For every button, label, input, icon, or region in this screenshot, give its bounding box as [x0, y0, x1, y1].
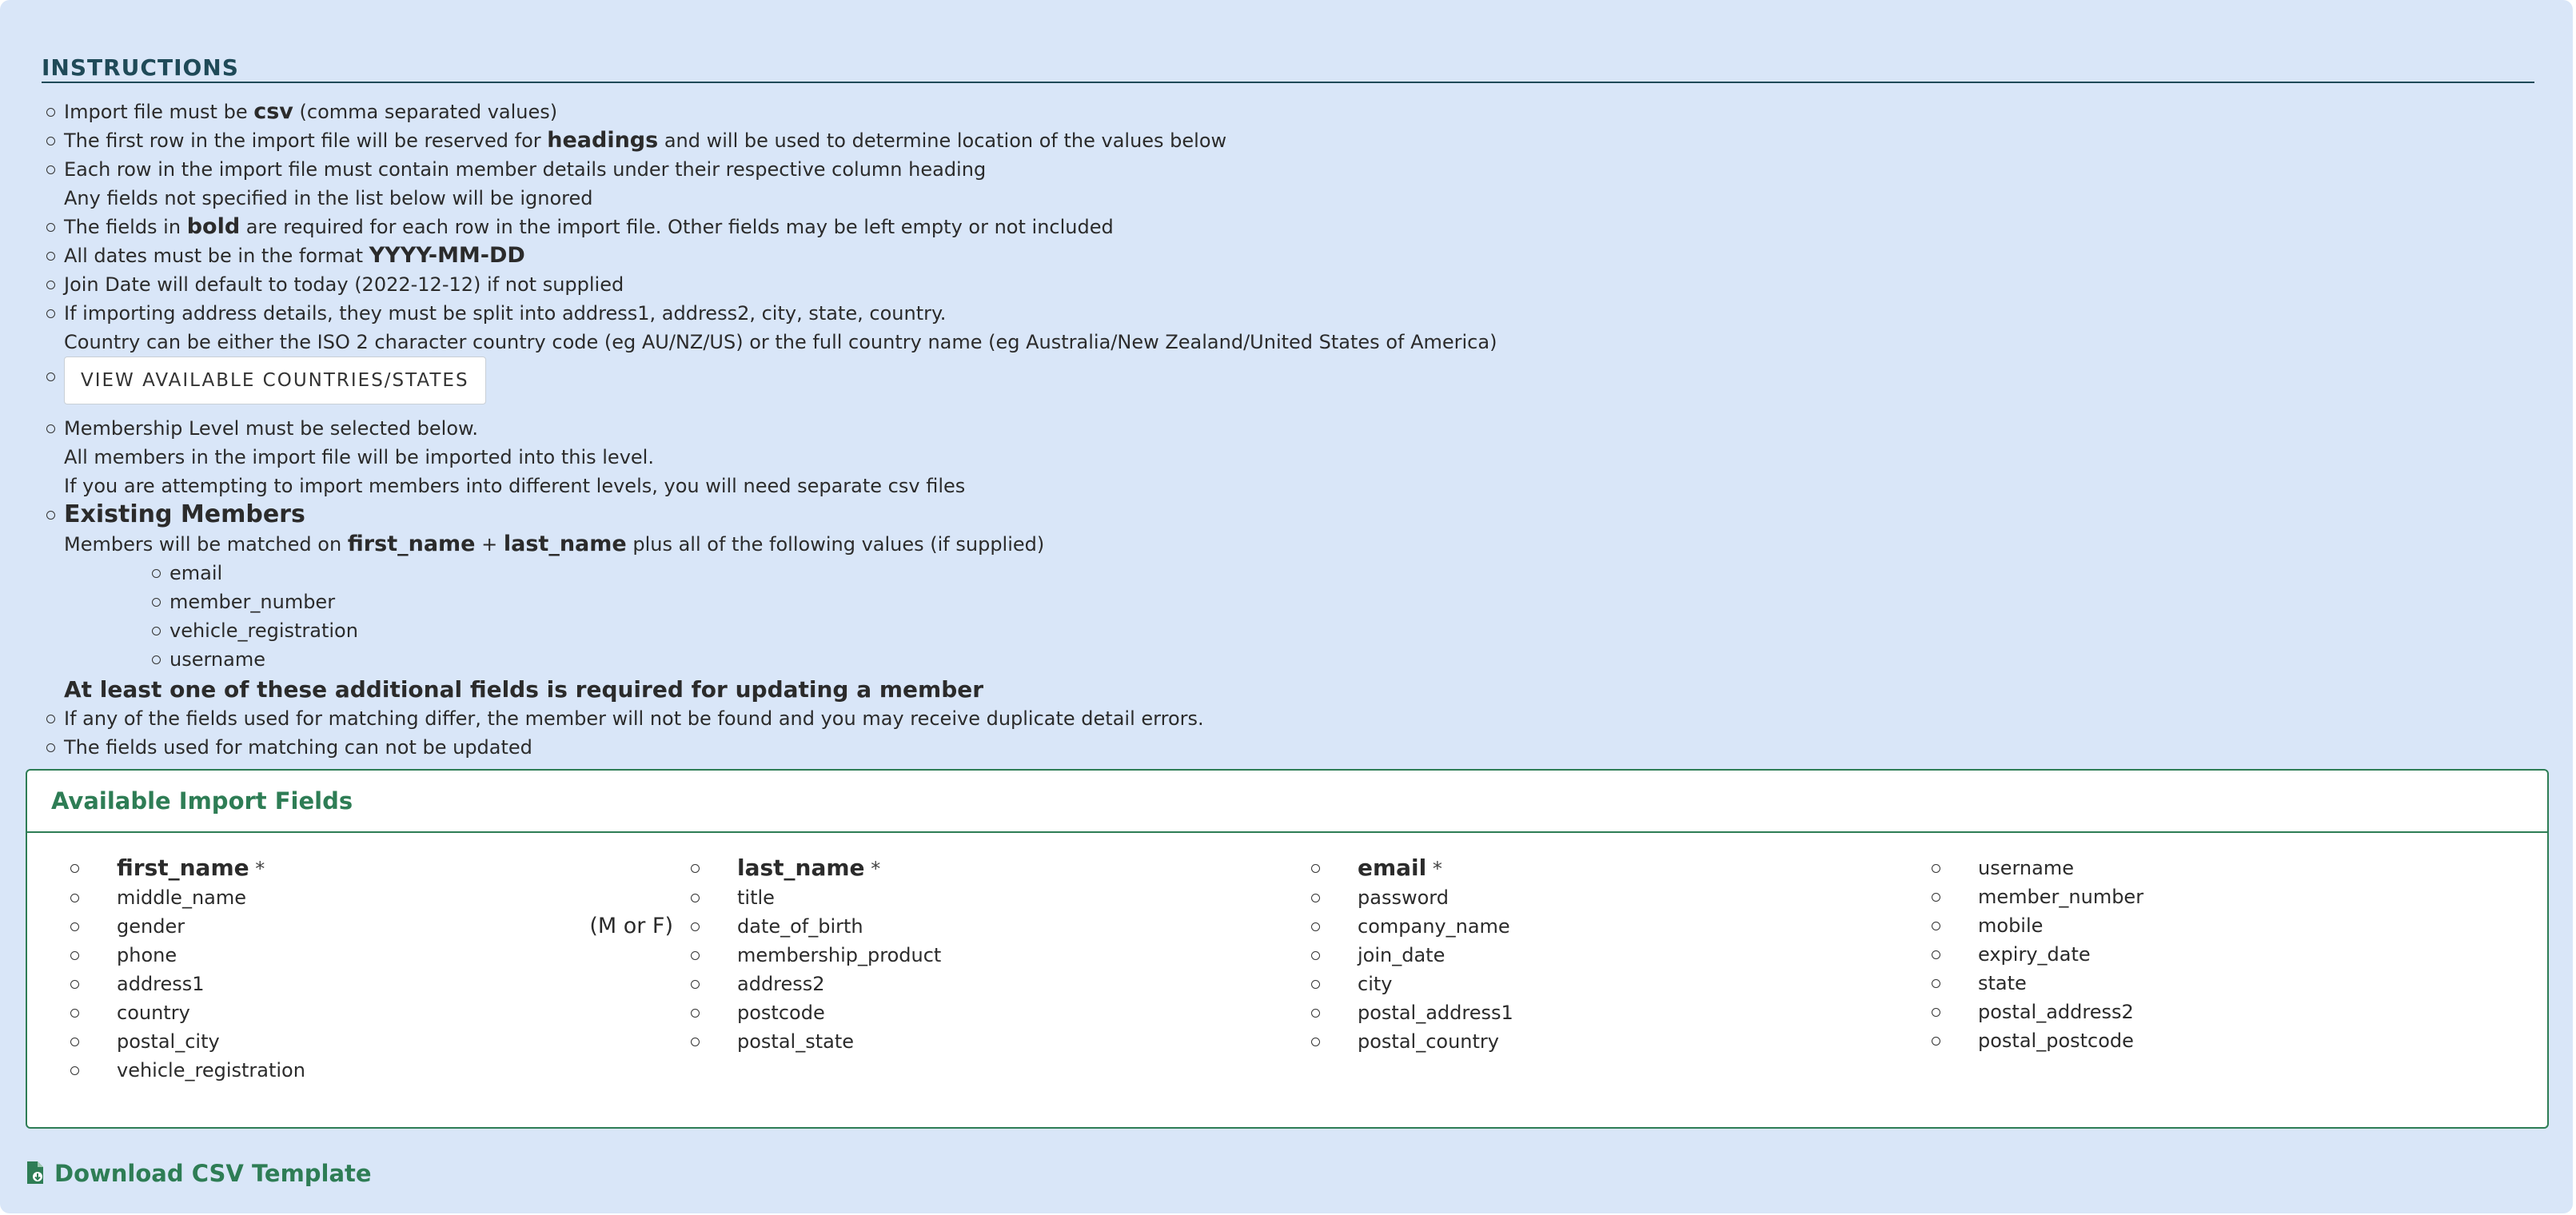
- import-field-item: last_name *: [673, 854, 1294, 883]
- match-field-item: vehicle_registration: [150, 616, 2523, 645]
- instruction-item-existing-members: Existing Members Members will be matched on first_name + last_name plus all of the following values (if supplied) email member_number vehicle_registration username At least one of these additional fields is required for updating a member: [45, 500, 2523, 704]
- import-field-item: city: [1294, 970, 1914, 998]
- required-marker: *: [1432, 858, 1442, 880]
- import-fields-column-4: [1914, 854, 2534, 1055]
- required-marker: *: [871, 858, 881, 880]
- instruction-item: Join Date will default to today (2022-12-12) if not supplied: [45, 270, 2523, 299]
- instruction-item: Import file must be csv (comma separated values): [45, 98, 2523, 126]
- instruction-item: The first row in the import file will be reserved for headings and will be used to determine location of the values below: [45, 126, 2523, 155]
- import-field-item: mobile: [1914, 911, 2534, 940]
- import-fields-column-3: [1294, 854, 1914, 1056]
- import-field-item: postal_address2: [1914, 998, 2534, 1026]
- import-field-item: phone: [53, 941, 673, 970]
- import-fields-column-2: [673, 854, 1294, 1056]
- import-field-item: expiry_date: [1914, 940, 2534, 969]
- import-field-item: postal_address1: [1294, 998, 1914, 1027]
- import-field-item: vehicle_registration: [53, 1056, 673, 1085]
- instruction-item: All dates must be in the format YYYY-MM-DD: [45, 241, 2523, 270]
- instruction-item: Membership Level must be selected below. All members in the import file will be imported into this level. If you are attempting to import members into different levels, you will need separate csv files: [45, 414, 2523, 500]
- instruction-item: [45, 357, 2523, 414]
- required-marker: *: [255, 858, 265, 880]
- import-field-item: username: [1914, 854, 2534, 882]
- file-download-icon: [26, 1161, 45, 1193]
- import-field-item: gender (M or F): [53, 912, 673, 941]
- match-field-item: email: [150, 559, 2523, 588]
- import-field-item: postcode: [673, 998, 1294, 1027]
- instruction-item: The fields used for matching can not be updated: [45, 733, 2523, 762]
- import-field-item: join_date: [1294, 941, 1914, 970]
- import-field-item: date_of_birth: [673, 912, 1294, 941]
- import-field-item: first_name *: [53, 854, 673, 883]
- import-field-item: postal_state: [673, 1027, 1294, 1056]
- match-field-item: username: [150, 645, 2523, 674]
- import-field-item: address1: [53, 970, 673, 998]
- view-countries-states-button[interactable]: VIEW AVAILABLE COUNTRIES/STATES: [64, 357, 486, 404]
- import-field-item: state: [1914, 969, 2534, 998]
- import-field-item: email *: [1294, 854, 1914, 883]
- instruction-item: Each row in the import file must contain member details under their respective column heading Any fields not specified in the list below will be ignored: [45, 155, 2523, 213]
- import-field-item: postal_city: [53, 1027, 673, 1056]
- import-field-item: membership_product: [673, 941, 1294, 970]
- match-field-item: member_number: [150, 588, 2523, 616]
- existing-members-heading: Existing Members: [64, 500, 305, 528]
- import-field-item: member_number: [1914, 882, 2534, 911]
- import-field-item: middle_name: [53, 883, 673, 912]
- import-field-item: address2: [673, 970, 1294, 998]
- instruction-item: If any of the fields used for matching differ, the member will not be found and you may receive duplicate detail errors.: [45, 704, 2523, 733]
- available-import-fields-panel: [26, 769, 2549, 1129]
- instructions-list: [45, 98, 2523, 762]
- import-field-item: country: [53, 998, 673, 1027]
- instruction-item: If importing address details, they must be split into address1, address2, city, state, country. Country can be either the ISO 2 character country code (eg AU/NZ/US) or the full country name (eg Australia/New Zealand/United States of America): [45, 299, 2523, 357]
- instruction-item: The fields in bold are required for each row in the import file. Other fields may be left empty or not included: [45, 213, 2523, 241]
- import-fields-column-1: [53, 854, 673, 1085]
- download-csv-template-link[interactable]: [26, 1157, 372, 1193]
- download-csv-template-label: Download CSV Template: [54, 1160, 372, 1187]
- import-field-item: postal_postcode: [1914, 1026, 2534, 1055]
- match-fields-list: [64, 559, 2523, 674]
- import-field-item: password: [1294, 883, 1914, 912]
- match-required-note: At least one of these additional fields is required for updating a member: [64, 676, 984, 703]
- gender-hint: (M or F): [589, 914, 673, 938]
- available-import-fields-title: Available Import Fields: [27, 771, 2547, 833]
- import-field-item: title: [673, 883, 1294, 912]
- instructions-title: INSTRUCTIONS: [42, 53, 2534, 83]
- import-field-item: postal_country: [1294, 1027, 1914, 1056]
- import-field-item: company_name: [1294, 912, 1914, 941]
